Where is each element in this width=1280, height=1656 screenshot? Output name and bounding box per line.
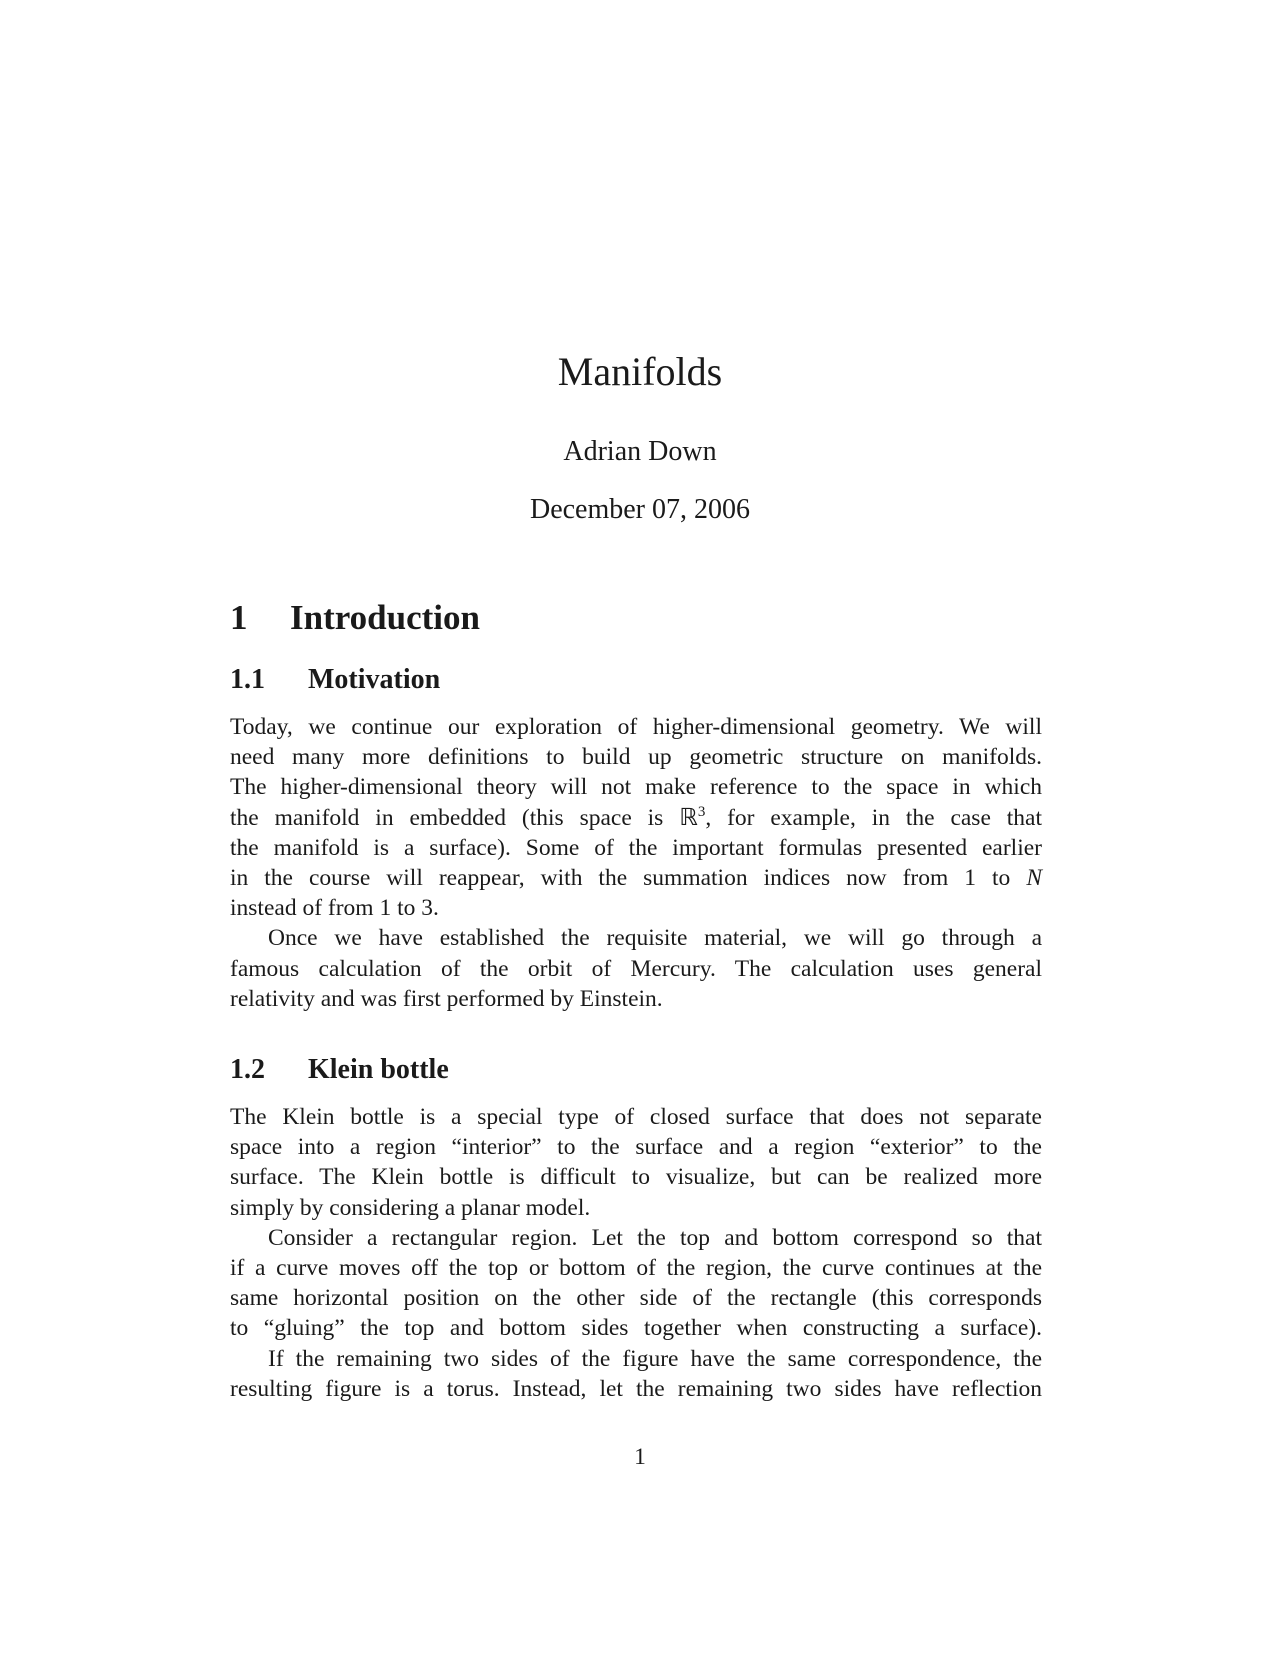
- motivation-paragraphs: [230, 712, 1042, 1014]
- subsection-heading-motivation: [230, 662, 440, 698]
- text-line: Once we have established the requisite material, we will go through a: [268, 925, 1042, 952]
- text-line: Today, we continue our exploration of higher-dimensional geometry. We will: [230, 714, 1042, 740]
- document-author: Adrian Down: [563, 436, 717, 467]
- text-line: relativity and was first performed by Einstein.: [230, 985, 663, 1012]
- text-fragment: the manifold in embedded (this space is: [230, 804, 680, 831]
- text-line: The Klein bottle is a special type of closed surface that does not separate: [230, 1104, 1042, 1130]
- text-line: The higher-dimensional theory will not make reference to the space in which: [230, 774, 1042, 801]
- text-line: simply by considering a planar model.: [230, 1194, 591, 1221]
- section-heading-introduction: [230, 596, 480, 640]
- text-line: If the remaining two sides of the figure have the same correspondence, the: [268, 1345, 1042, 1372]
- text-line: instead of from 1 to 3.: [230, 895, 439, 922]
- text-line: surface. The Klein bottle is difficult to visualize, but can be realized more: [230, 1164, 1042, 1191]
- math-upper-index: N: [1026, 864, 1042, 891]
- text-line: if a curve moves off the top or bottom of the region, the curve continues at the: [230, 1254, 1042, 1281]
- document-date: December 07, 2006: [529, 494, 751, 525]
- text-line: resulting figure is a torus. Instead, let the remaining two sides have reflection: [230, 1375, 1042, 1402]
- math-exponent: 3: [697, 803, 706, 820]
- subsection-title: Klein bottle: [308, 1054, 449, 1085]
- klein-bottle-paragraphs: [230, 1102, 1042, 1404]
- text-line: to “gluing” the top and bottom sides together when constructing a surface).: [230, 1315, 1042, 1342]
- text-line: Consider a rectangular region. Let the top and bottom correspond so that: [268, 1224, 1042, 1251]
- text-line: famous calculation of the orbit of Mercury. The calculation uses general: [230, 955, 1042, 982]
- section-number: 1: [230, 598, 248, 637]
- subsection-number: 1.2: [230, 1054, 265, 1085]
- text-fragment: in the course will reappear, with the summation indices now from 1 to: [230, 864, 1027, 891]
- page-number: 1: [634, 1444, 646, 1470]
- section-title: Introduction: [290, 598, 480, 637]
- text-line: space into a region “interior” to the surface and a region “exterior” to the: [230, 1134, 1042, 1161]
- subsection-title: Motivation: [308, 664, 441, 695]
- text-line: need many more definitions to build up geometric structure on manifolds.: [230, 744, 1042, 771]
- text-line-with-math: [230, 803, 1042, 833]
- document-title: Manifolds: [557, 349, 723, 394]
- subsection-number: 1.1: [230, 664, 265, 695]
- text-line: the manifold is a surface). Some of the important formulas presented earlier: [230, 834, 1042, 861]
- text-line-with-math: [230, 863, 1042, 893]
- text-line: same horizontal position on the other side of the rectangle (this corresponds: [230, 1285, 1042, 1312]
- subsection-heading-klein-bottle: [230, 1052, 449, 1088]
- math-space-symbol: ℝ: [679, 804, 698, 831]
- text-fragment: , for example, in the case that: [705, 804, 1042, 831]
